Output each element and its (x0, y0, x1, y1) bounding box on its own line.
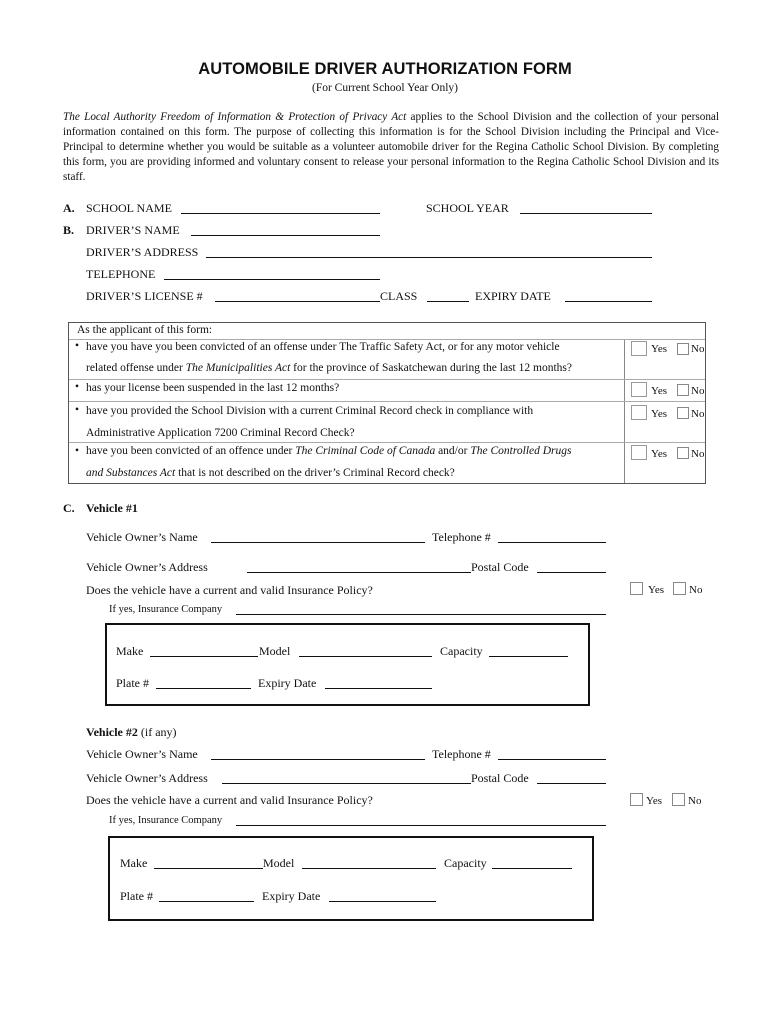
v2-plate-label: Plate # (120, 889, 153, 903)
v2-model-field[interactable] (302, 868, 436, 869)
v2-owner-address-field[interactable] (222, 783, 471, 784)
q1-no-label: No (691, 343, 705, 355)
v1-insurance-yes-label: Yes (648, 584, 665, 596)
q1-no-checkbox[interactable] (677, 343, 689, 355)
v1-expiry-date-label: Expiry Date (258, 676, 317, 690)
question-3-line-2: Administrative Application 7200 Criminal Record Check? (86, 427, 355, 439)
v1-telephone-label: Telephone # (432, 530, 491, 544)
telephone-label: TELEPHONE (86, 267, 156, 281)
privacy-notice-body: applies to the School Division and the collection of your personal information contained on this form. The purpose of collecting this information is for the School Division including the Principal and Vice-Principal to determine whether you would be suitable as a volunteer automobile driver for the Regina Catholic School Division. By completing this form, you are providing informed and voluntary consent to release your personal information to the Regina Catholic School Division and its staff. (63, 111, 719, 183)
vehicle-2-details-box (108, 836, 594, 921)
v2-expiry-date-field[interactable] (329, 901, 436, 902)
v1-capacity-label: Capacity (440, 644, 483, 658)
questions-header: As the applicant of this form: (77, 324, 213, 336)
q3-no-checkbox[interactable] (677, 407, 689, 419)
v2-expiry-date-label: Expiry Date (262, 889, 321, 903)
v1-capacity-field[interactable] (489, 656, 568, 657)
v2-insurance-yes-checkbox[interactable] (630, 793, 643, 806)
q2-yes-label: Yes (651, 385, 668, 397)
v2-capacity-label: Capacity (444, 856, 487, 870)
section-c-marker: C. (63, 501, 75, 515)
v1-insurance-company-label: If yes, Insurance Company (109, 604, 223, 615)
question-3-line-1: have you provided the School Division with a current Criminal Record check in compliance with (86, 405, 534, 417)
v1-expiry-date-field[interactable] (325, 688, 432, 689)
q4-no-checkbox[interactable] (677, 447, 689, 459)
v1-telephone-field[interactable] (498, 542, 606, 543)
q3-yes-label: Yes (651, 408, 668, 420)
v1-plate-label: Plate # (116, 676, 149, 690)
expiry-date-field[interactable] (565, 301, 652, 302)
bullet: • (75, 445, 80, 457)
table-row-divider (69, 379, 705, 380)
v1-make-label: Make (116, 644, 144, 658)
v1-postal-code-field[interactable] (537, 572, 606, 573)
v2-make-label: Make (120, 856, 148, 870)
v2-telephone-label: Telephone # (432, 747, 491, 761)
v2-owner-name-field[interactable] (211, 759, 425, 760)
school-year-label: SCHOOL YEAR (426, 201, 509, 215)
class-field[interactable] (427, 301, 469, 302)
v2-insurance-yes-label: Yes (646, 795, 663, 807)
table-row-divider (69, 401, 705, 402)
vehicle-1-details-box (105, 623, 590, 706)
school-year-field[interactable] (520, 213, 652, 214)
drivers-address-field[interactable] (206, 257, 652, 258)
privacy-notice (63, 110, 719, 185)
v1-insurance-question: Does the vehicle have a current and valid Insurance Policy? (86, 583, 373, 597)
v2-insurance-question: Does the vehicle have a current and valid Insurance Policy? (86, 793, 373, 807)
v2-make-field[interactable] (154, 868, 263, 869)
drivers-license-field[interactable] (215, 301, 380, 302)
v1-owner-address-label: Vehicle Owner’s Address (86, 560, 208, 574)
v2-plate-field[interactable] (159, 901, 254, 902)
v1-make-field[interactable] (150, 656, 258, 657)
v2-postal-code-label: Postal Code (471, 771, 529, 785)
v1-insurance-no-label: No (689, 584, 703, 596)
v2-postal-code-field[interactable] (537, 783, 606, 784)
table-row-divider (69, 442, 705, 443)
drivers-address-label: DRIVER’S ADDRESS (86, 245, 199, 259)
v2-model-label: Model (263, 856, 295, 870)
form-subtitle: (For Current School Year Only) (312, 82, 458, 94)
form-title: AUTOMOBILE DRIVER AUTHORIZATION FORM (198, 60, 572, 78)
q4-no-label: No (691, 448, 705, 460)
v1-model-label: Model (259, 644, 291, 658)
v2-owner-name-label: Vehicle Owner’s Name (86, 747, 198, 761)
q3-yes-checkbox[interactable] (631, 405, 647, 420)
drivers-license-label: DRIVER’S LICENSE # (86, 289, 203, 303)
v1-plate-field[interactable] (156, 688, 251, 689)
q1-yes-checkbox[interactable] (631, 341, 647, 356)
q2-yes-checkbox[interactable] (631, 382, 647, 397)
v1-owner-name-field[interactable] (211, 542, 425, 543)
v1-postal-code-label: Postal Code (471, 560, 529, 574)
q2-no-checkbox[interactable] (677, 384, 689, 396)
v1-owner-name-label: Vehicle Owner’s Name (86, 530, 198, 544)
q4-yes-checkbox[interactable] (631, 445, 647, 460)
question-1-line-2: related offense under The Municipalities Act for the province of Saskatchewan during the last 12 months? (86, 362, 572, 374)
v1-model-field[interactable] (299, 656, 432, 657)
bullet: • (75, 381, 80, 393)
v2-telephone-field[interactable] (498, 759, 606, 760)
v2-capacity-field[interactable] (492, 868, 572, 869)
bullet: • (75, 340, 80, 352)
v2-owner-address-label: Vehicle Owner’s Address (86, 771, 208, 785)
q1-yes-label: Yes (651, 343, 668, 355)
v1-insurance-no-checkbox[interactable] (673, 582, 686, 595)
bullet: • (75, 404, 80, 416)
v2-insurance-company-field[interactable] (236, 825, 606, 826)
school-name-label: SCHOOL NAME (86, 201, 172, 215)
v2-insurance-company-label: If yes, Insurance Company (109, 815, 223, 826)
q2-no-label: No (691, 385, 705, 397)
question-4-line-1: have you been convicted of an offence under The Criminal Code of Canada and/or The Controlled Drugs (86, 445, 572, 457)
question-2: has your license been suspended in the last 12 months? (86, 382, 340, 394)
school-name-field[interactable] (181, 213, 380, 214)
table-column-divider (624, 339, 625, 483)
vehicle-1-title: Vehicle #1 (86, 501, 138, 515)
table-row-divider (69, 339, 705, 340)
v2-insurance-no-checkbox[interactable] (672, 793, 685, 806)
v1-owner-address-field[interactable] (247, 572, 471, 573)
question-4-line-2: and Substances Act that is not described on the driver’s Criminal Record check? (86, 467, 455, 479)
drivers-name-label: DRIVER’S NAME (86, 223, 180, 237)
class-label: CLASS (380, 289, 418, 303)
q4-yes-label: Yes (651, 448, 668, 460)
v2-insurance-no-label: No (688, 795, 702, 807)
section-b-marker: B. (63, 223, 75, 237)
drivers-name-field[interactable] (191, 235, 380, 236)
telephone-field[interactable] (164, 279, 380, 280)
privacy-act-name: The Local Authority Freedom of Information & Protection of Privacy Act (63, 111, 407, 123)
v1-insurance-company-field[interactable] (236, 614, 606, 615)
question-1-line-1: have you have you been convicted of an offense under The Traffic Safety Act, or for any motor vehicle (86, 341, 560, 353)
vehicle-2-title: Vehicle #2 (if any) (86, 725, 177, 739)
expiry-date-label: EXPIRY DATE (475, 289, 551, 303)
section-a-marker: A. (63, 201, 75, 215)
v1-insurance-yes-checkbox[interactable] (630, 582, 643, 595)
q3-no-label: No (691, 408, 705, 420)
